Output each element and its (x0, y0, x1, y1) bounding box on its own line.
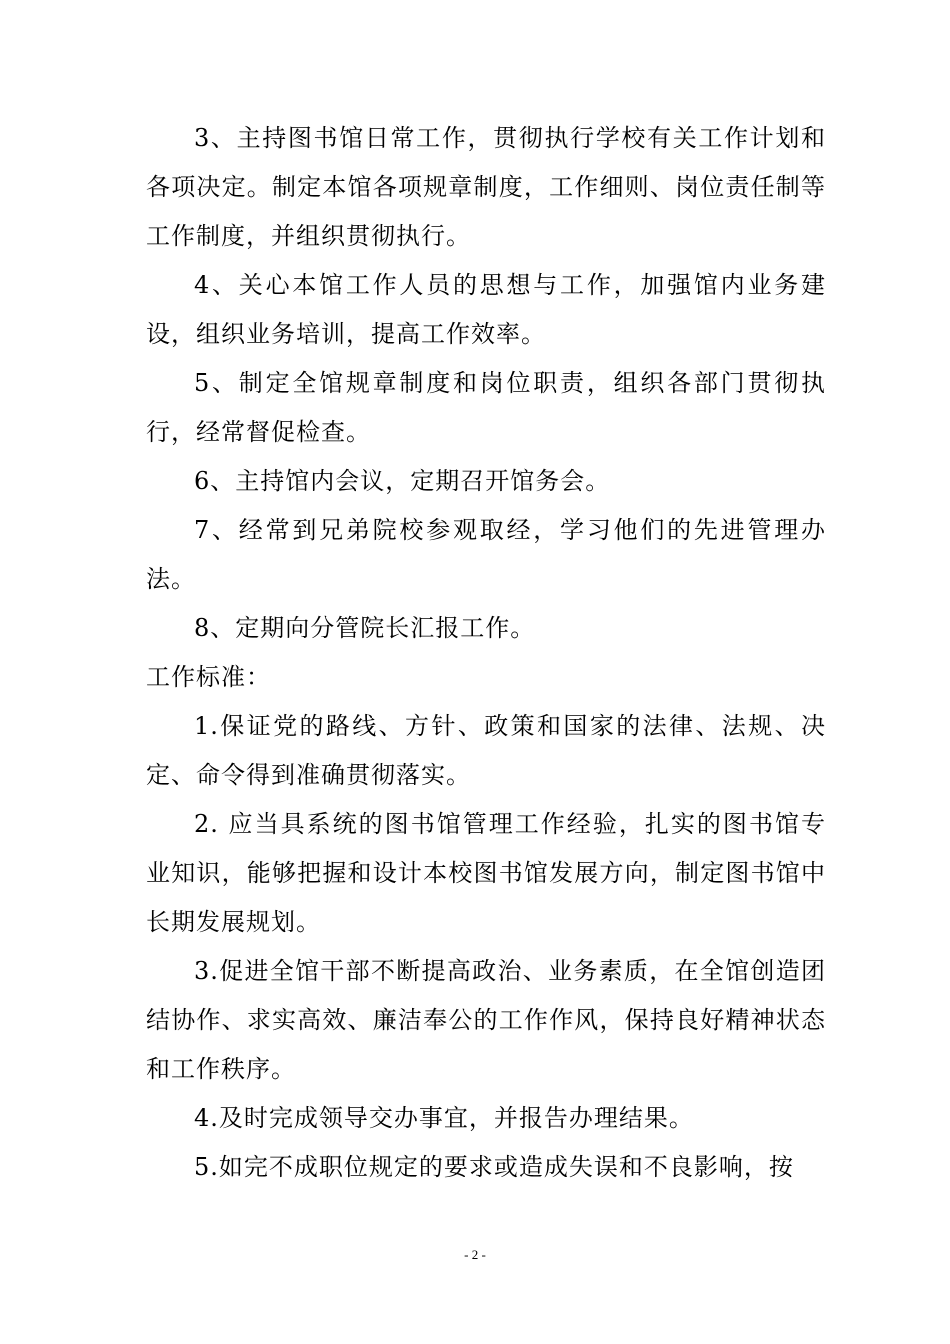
paragraph-item-7: 7、经常到兄弟院校参观取经，学习他们的先进管理办法。 (146, 516, 826, 593)
standard-item-5: 5.如完不成职位规定的要求或造成失误和不良影响，按 (194, 1153, 794, 1181)
document-body (146, 114, 826, 1192)
standard-item-4: 4.及时完成领导交办事宜，并报告办理结果。 (194, 1104, 694, 1132)
page-number: - 2 - (464, 1247, 486, 1262)
standard-item-1: 1.保证党的路线、方针、政策和国家的法律、法规、决定、命令得到准确贯彻落实。 (146, 712, 826, 789)
section-heading-work-standards: 工作标准： (146, 663, 271, 691)
paragraph-item-6: 6、主持馆内会议，定期召开馆务会。 (194, 467, 611, 495)
paragraph-item-4: 4、关心本馆工作人员的思想与工作，加强馆内业务建设，组织业务培训，提高工作效率。 (146, 271, 826, 348)
paragraph-item-3: 3、主持图书馆日常工作，贯彻执行学校有关工作计划和各项决定。制定本馆各项规章制度，工作细则、岗位责任制等工作制度，并组织贯彻执行。 (146, 124, 826, 250)
paragraph-item-5: 5、制定全馆规章制度和岗位职责，组织各部门贯彻执行，经常督促检查。 (146, 369, 826, 446)
standard-item-3: 3.促进全馆干部不断提高政治、业务素质，在全馆创造团结协作、求实高效、廉洁奉公的工作作风，保持良好精神状态和工作秩序。 (146, 957, 826, 1083)
standard-item-2: 2. 应当具系统的图书馆管理工作经验，扎实的图书馆专业知识，能够把握和设计本校图书馆发展方向，制定图书馆中长期发展规划。 (146, 810, 826, 936)
paragraph-item-8: 8、定期向分管院长汇报工作。 (194, 614, 536, 642)
